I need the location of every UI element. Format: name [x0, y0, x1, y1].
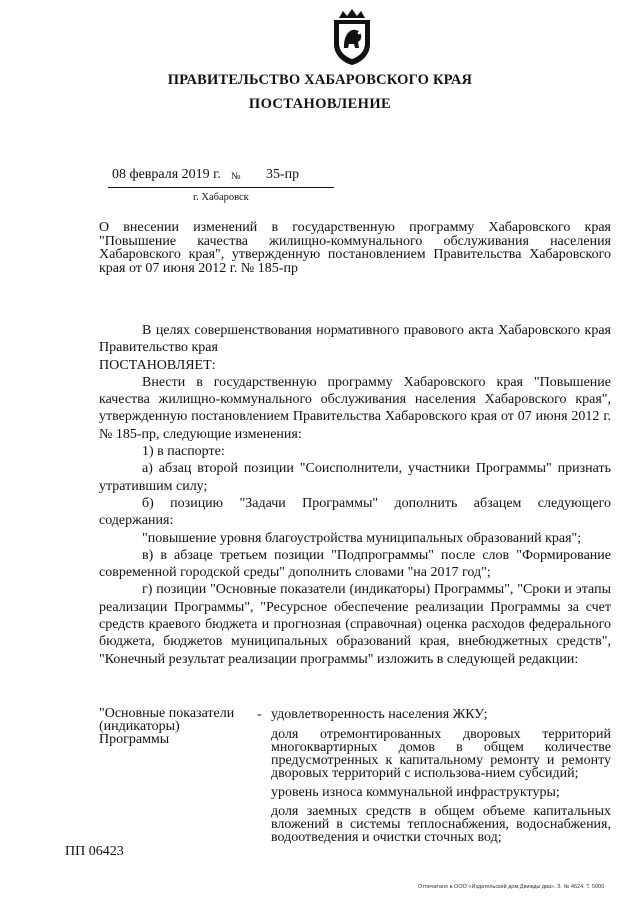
body-paragraph: 1) в паспорте:	[142, 444, 225, 460]
table-dash: -	[257, 707, 262, 722]
body-paragraph: б) позицию "Задачи Программы" дополнить абзацем следующего содержания:	[99, 495, 615, 529]
table-item: удовлетворенность населения ЖКУ;	[271, 707, 488, 722]
print-note: Отпечатано в ООО «Издательский дом Движды два». З. № 4624. Т. 5000	[418, 884, 605, 890]
preamble: В целях совершенствования нормативного правового акта Хабаровского края Правительство края	[99, 323, 615, 356]
city-label: г. Хабаровск	[193, 192, 249, 203]
document-subject: О внесении изменений в государственную программу Хабаровского края "Повышение качества жилищно-коммунального обслуживания населения Хабаровского края", утвержденную постановлением Правительства Хабаровского края от 07 июня 2012 г. № 185-пр	[99, 220, 615, 276]
body-paragraph: "повышение уровня благоустройства муниципальных образований края";	[142, 530, 582, 546]
table-item: уровень износа коммунальной инфраструктуры;	[271, 785, 560, 800]
resolves-heading: ПОСТАНОВЛЯЕТ:	[99, 357, 216, 373]
organization-title: ПРАВИТЕЛЬСТВО ХАБАРОВСКОГО КРАЯ	[167, 72, 473, 88]
body-paragraph: Внести в государственную программу Хабаровского края "Повышение качества жилищно-коммунального обслуживания населения Хабаровского края", утвержденную постановлением Правительства Хабаровского края от 07 июня 2012 г. № 185-пр, следующие изменения:	[99, 374, 615, 442]
document-date: 08 февраля 2019 г.	[112, 167, 221, 182]
body-paragraph: г) позиции "Основные показатели (индикаторы) Программы", "Сроки и этапы реализации Программы", "Ресурсное обеспечение реализации Программы за счет средств краевого бюджета и прогнозная (справочная) оценка расходов федерального бюджета, бюджетов муниципальных образований края, внебюджетных средств", "Конечный результат реализации программы" изложить в следующей редакции:	[99, 582, 615, 667]
body-paragraph: в) в абзаце третьем позиции "Подпрограммы" после слов "Формирование современной городской среды" дополнить словами "на 2017 год";	[99, 547, 615, 581]
document-type: ПОСТАНОВЛЕНИЕ	[248, 96, 392, 112]
table-label: "Основные показатели (индикаторы) Программы	[99, 706, 238, 747]
body-paragraph: а) абзац второй позиции "Соисполнители, участники Программы" признать утратившим силу;	[99, 461, 615, 494]
table-item: доля заемных средств в общем объеме капитальных вложений в системы теплоснабжения, водоснабжения, водоотведения и очистки сточных вод;	[271, 804, 615, 845]
document-number: 35-пр	[266, 167, 300, 182]
document-body	[99, 322, 615, 668]
table-values	[271, 707, 615, 850]
table-item: доля отремонтированных дворовых территорий многоквартирных домов в общем количестве предусмотренных к капитальному ремонту и ремонту дворовых территорий с использова-нием субсидий;	[271, 727, 615, 781]
number-sign: №	[231, 171, 241, 182]
document-code: ПП 06423	[65, 844, 124, 859]
date-number-line	[108, 169, 334, 188]
coat-of-arms-icon	[330, 8, 374, 66]
